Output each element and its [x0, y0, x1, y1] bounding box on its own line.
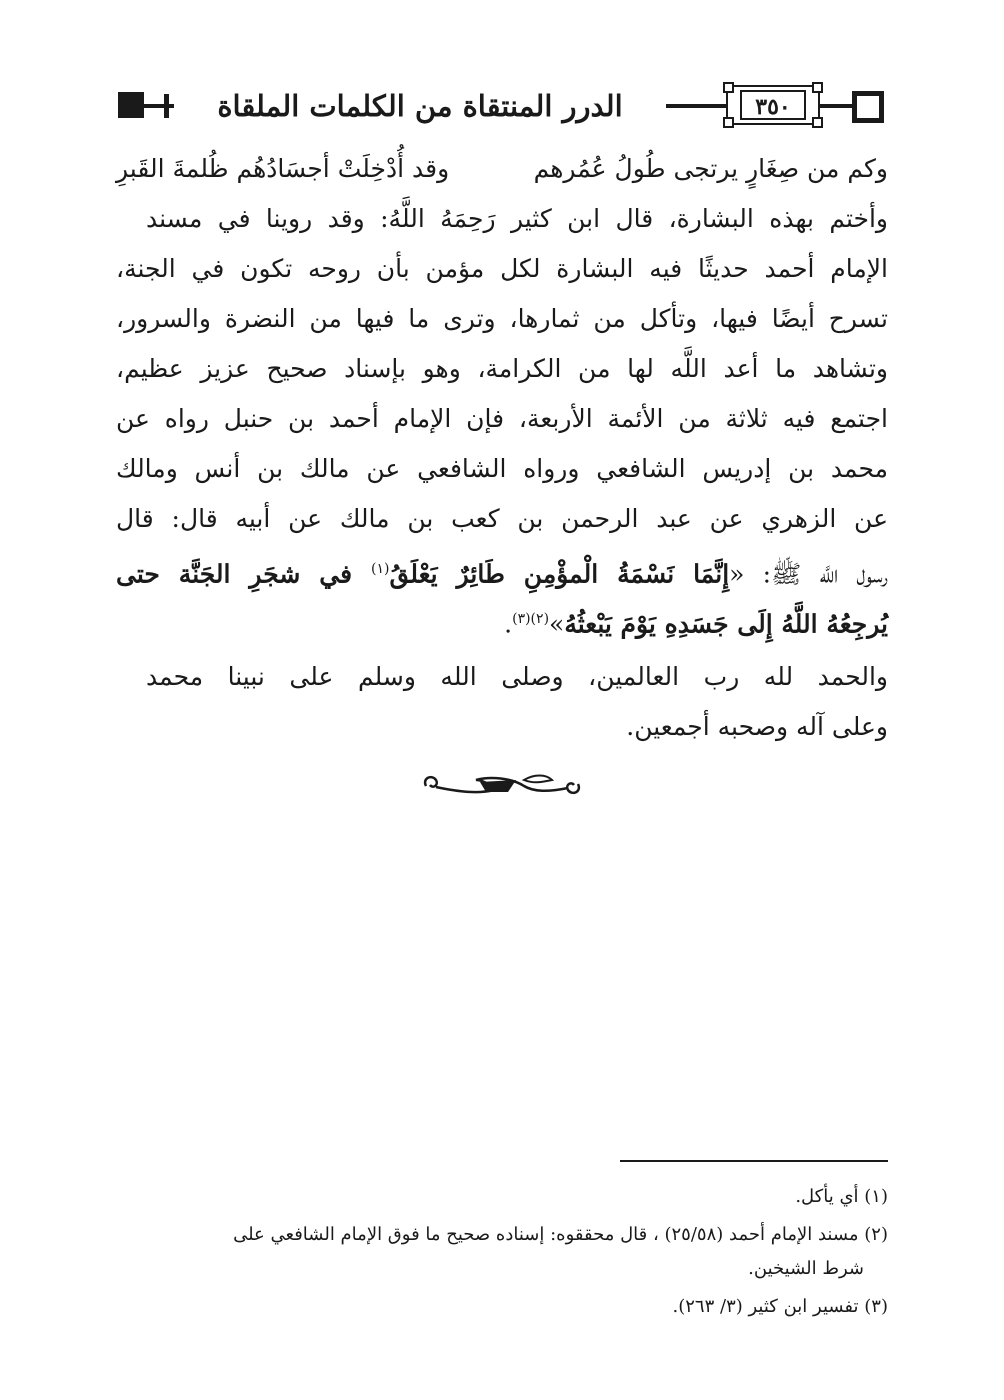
footnote-2-continued: شرط الشيخين. — [748, 1258, 864, 1279]
hadith-close-quote: » — [549, 609, 565, 639]
paragraph-line: عن الزهري عن عبد الرحمن بن كعب بن مالك عن أبيه قال: قال — [116, 504, 888, 533]
footnote-1: (١) أي يأكل. — [795, 1186, 888, 1207]
hadith-line-1 — [116, 544, 888, 599]
frame-corner-ornament — [723, 82, 734, 93]
poem-hemistich-first: وكم من صِغَارٍ يرتجى طُولُ عُمُرهم — [533, 154, 888, 183]
page-number: ٣٥٠ — [740, 90, 806, 120]
paragraph-line: تسرح أيضًا فيها، وتأكل من ثمارها، وترى ما فيها من النضرة والسرور، — [116, 304, 888, 333]
header-square-ornament-left — [118, 92, 144, 118]
hadith-text: في شجَرِ الجَنَّة حتى — [116, 559, 371, 589]
hadith-intro: رسول اللَّه ﷺ: « — [729, 559, 889, 589]
paragraph-line: والحمد لله رب العالمين، وصلى الله وسلم على نبينا محمد — [146, 662, 888, 691]
poem-hemistich-second: وقد أُدْخِلَتْ أجسَادُهُم ظُلمةَ القَبرِ — [116, 154, 450, 183]
paragraph-line: وعلى آله وصحبه أجمعين. — [626, 712, 888, 741]
hadith-line-2 — [116, 594, 888, 649]
paragraph-line: وتشاهد ما أعد اللَّه لها من الكرامة، وهو بإسناد صحيح عزيز عظيم، — [116, 354, 888, 383]
page-header — [110, 84, 888, 128]
frame-corner-ornament — [812, 117, 823, 128]
paragraph-line: الإمام أحمد حديثًا فيه البشارة لكل مؤمن بأن روحه تكون في الجنة، — [116, 254, 888, 283]
hadith-text: يُرجِعُهُ اللَّهُ إِلَى جَسَدِهِ يَوْمَ يَبْعثُهُ — [564, 609, 888, 639]
hadith-end-period: . — [504, 609, 513, 639]
frame-corner-ornament — [723, 117, 734, 128]
footnote-separator — [620, 1160, 888, 1162]
header-square-ornament-right — [852, 91, 884, 123]
paragraph-line: وأختم بهذه البشارة، قال ابن كثير رَحِمَهُ اللَّهُ: وقد روينا في مسند — [146, 204, 888, 233]
footnote-2: (٢) مسند الإمام أحمد (٢٥/٥٨) ، قال محققوه: إسناده صحيح ما فوق الإمام الشافعي على — [233, 1224, 888, 1245]
poem-verse — [116, 144, 888, 194]
header-divider-bar — [164, 94, 169, 118]
page-number-frame — [726, 85, 820, 125]
end-flourish-ornament — [420, 768, 584, 802]
footnote-ref: (١) — [371, 561, 390, 577]
paragraph-line: اجتمع فيه ثلاثة من الأئمة الأربعة، فإن الإمام أحمد بن حنبل رواه عن — [116, 404, 888, 433]
footnote-3: (٣) تفسير ابن كثير (٣/ ٢٦٣). — [672, 1296, 888, 1317]
paragraph-line: محمد بن إدريس الشافعي ورواه الشافعي عن مالك بن أنس ومالك — [116, 454, 888, 483]
footnote-ref: (٢)(٣) — [512, 611, 550, 627]
hadith-text: إِنَّمَا نَسْمَةُ الْمؤْمِنِ طَائِرٌ يَعْلَقُ — [389, 559, 730, 589]
book-title: الدرر المنتقاة من الكلمات الملقاة — [174, 86, 666, 126]
frame-corner-ornament — [812, 82, 823, 93]
